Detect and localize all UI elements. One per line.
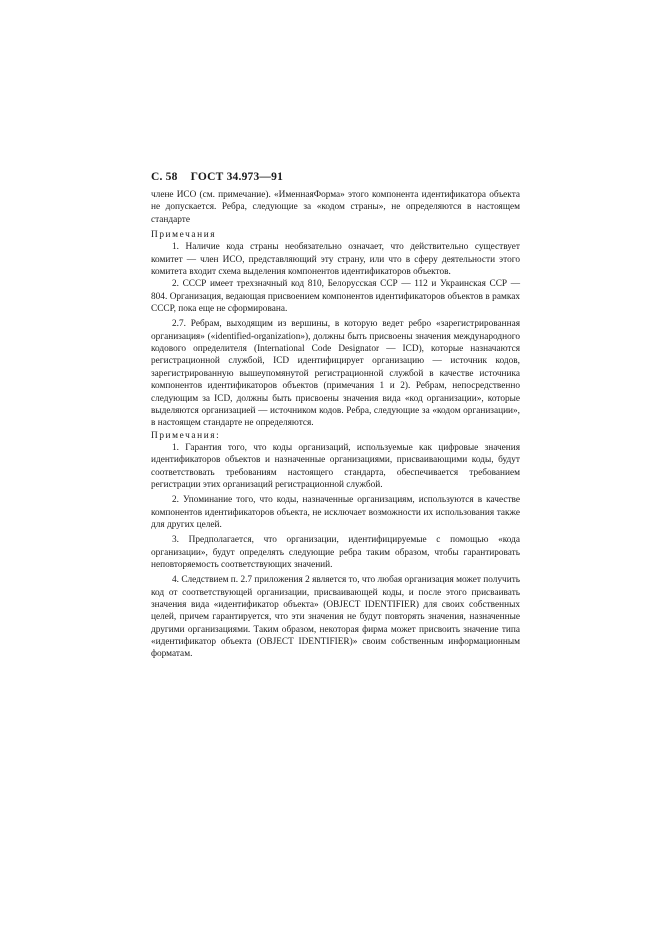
note-2-2: 2. Упоминание того, что коды, назначенные организациям, используются в качестве компонентов идентификаторов объекта, не исключает возможности их использования также для других целей. bbox=[151, 495, 520, 530]
page-number: С. 58 bbox=[151, 171, 178, 183]
note-2-1: 1. Гарантия того, что коды организаций, используемые как цифровые значения идентификаторов объектов и назначенные организациями, присваивающими коды, будут соответствовать требованиям настоящего стандарта, обеспечивается требованием регистрации этих организаций регистрационной службой. bbox=[151, 442, 520, 490]
notes-heading: Примечания bbox=[151, 230, 217, 241]
paragraph-continuation: члене ИСО (см. примечание). «ИменнаяФорма» этого компонента идентификатора объекта не допускается. Ребра, следующие за «кодом страны», не определяются в настоящем стандарте bbox=[151, 190, 520, 225]
note-2-4: 4. Следствием п. 2.7 приложения 2 является то, что любая организация может получить код от соответствующей организации, присваивающей коды, и после этого присваивать значения вида «идентификатор объекта» (OBJECT IDENTIFIER) для своих собственных целей, причем гарантируется, что эти значения не будут повторять значения, назначенные другими организациями. Таким образом, некоторая фирма может присвоить значение типа «идентификатор объекта (OBJECT IDENTIFIER)» своим собственным информационным форматам. bbox=[151, 575, 520, 660]
note-2-3: 3. Предполагается, что организации, идентифицируемые с помощью «кода организации», будут определять следующие ребра таким образом, чтобы гарантировать неповторяемость соответствующих значений. bbox=[151, 535, 520, 570]
notes-heading-2: Примечания: bbox=[151, 430, 221, 441]
page-body bbox=[151, 189, 520, 661]
note-1: 1. Наличие кода страны необязательно означает, что действительно существует комитет — член ИСО, представляющий эту страну, или что в сферу деятельности этого комитета входит схема выделения компонентов идентификаторов объектов. bbox=[151, 242, 520, 278]
note-2: 2. СССР имеет трехзначный код 810, Белорусская ССР — 112 и Украинская ССР — 804. Организация, ведающая присвоением компонентов идентификаторов объектов в рамках СССР, пока еще не сформирована. bbox=[151, 279, 520, 315]
paragraph-2-7: 2.7. Ребрам, выходящим из вершины, в которую ведет ребро «зарегистрированная организация» («identified-organization»), должны быть присвоены значения международного кодового определителя (International Code Designator — ICD), которые назначаются регистрационной службой, ICD идентифицирует организацию — источник кодов, зарегистрированную вышеупомянутой регистрационной службой в качестве источника компонентов идентификаторов объектов (примечания 1 и 2). Ребрам, непосредственно следующим за ICD, должны быть присвоены значения вида «код организации», которые выделяются организацией — источником кодов. Ребра, следующие за «кодом организации», в настоящем стандарте не определяются. bbox=[151, 319, 520, 429]
page-header bbox=[151, 171, 283, 183]
standard-title: ГОСТ 34.973—91 bbox=[190, 171, 284, 183]
